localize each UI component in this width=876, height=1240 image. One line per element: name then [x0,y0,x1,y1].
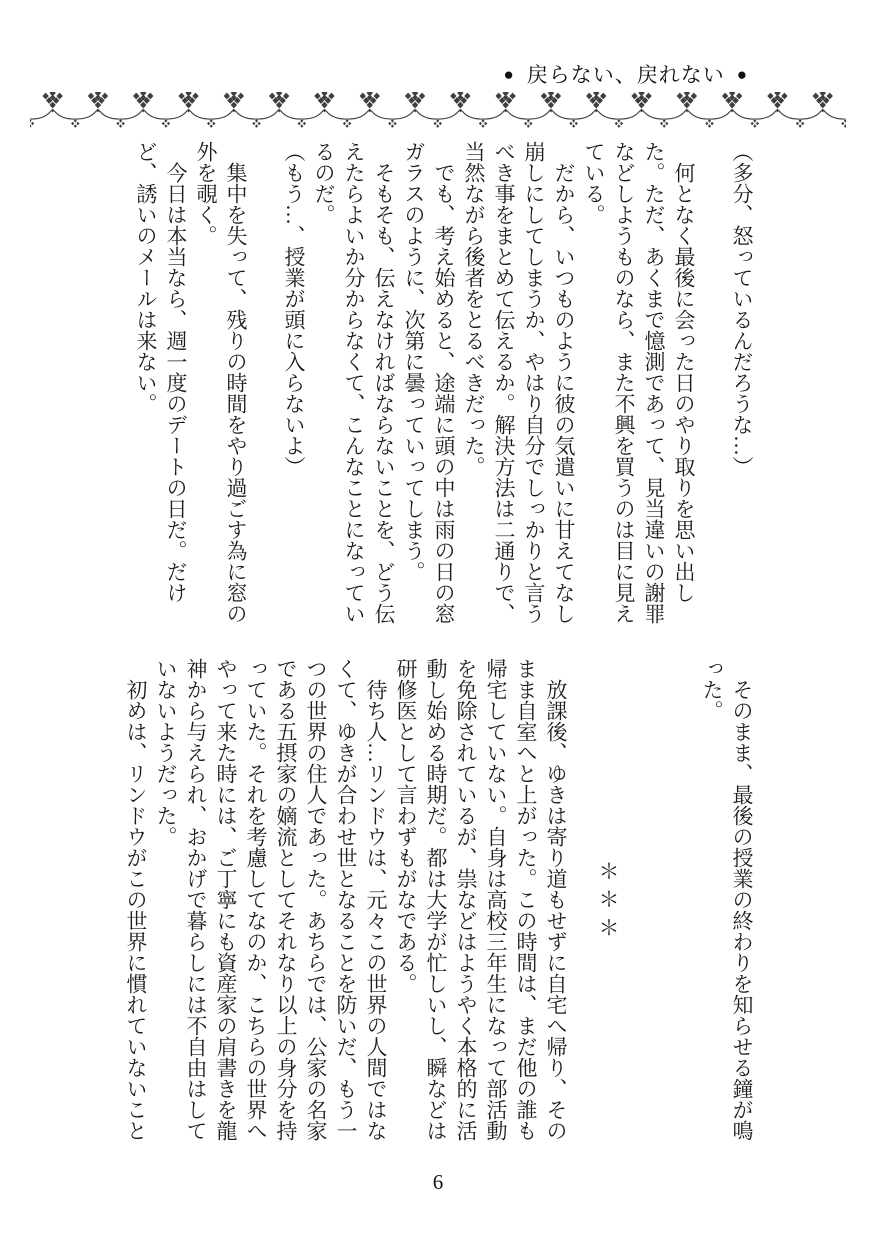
paragraph: 待ち人…リンドウは、元々この世界の人間ではなくて、ゆきが合わせ世となることを防いだ、もう一つの世界の住人であった。あちらでは、公家の名家である五摂家の嫡流としてそれなり以上の身分を持っていた。それを考慮してなのか、こちらの世界へやって来た時には、ご丁寧にも資産家の肩書きを龍神から与えられ、おかげで暮らしには不自由はしていないようだった。 [154,658,388,1141]
paragraph: 初めは、リンドウがこの世界に慣れていないこと [124,679,148,1141]
paragraph: 何となく最後に会った日のやり取りを思い出した。ただ、あくまで憶測であって、見当違いの謝罪などしようものなら、また不興を買うのは目に見えている。 [582,141,696,624]
scene-separator: ＊＊＊ [596,859,620,945]
paragraph: そのまま、最後の授業の終わりを知らせる鐘が鳴った。 [700,658,754,1141]
floral-border-ornament [30,92,846,132]
paragraph: （もう…、授業が頭に入らないよ） [282,141,306,477]
paragraph: （多分、怒っているんだろうな…） [730,141,754,477]
paragraph: 放課後、ゆきは寄り道もせずに自宅へ帰り、そのまま自室へと上がった。この時間は、まだ他の誰も帰宅していない。自身は高校三年生になって部活動を免除されているが、祟などはようやく本格的に活動し始める時期だ。都は大学が忙しいし、瞬などは研修医として言わずもがなである。 [394,658,568,1141]
page-header [491,59,760,89]
page-title: 戻らない、戻れない [526,64,725,87]
page-number: 6 [432,1170,444,1194]
paragraph: でも、考え始めると、途端に頭の中は雨の日の窓ガラスのように、次第に曇っていってしまう。 [402,141,456,624]
floral-border-svg [30,92,846,132]
header-bullet-icon: ● [503,64,515,84]
text-block-top [131,141,757,627]
text-block-bottom [121,658,757,1148]
paragraph: 集中を失って、残りの時間をやり過ごす為に窓の外を覗く。 [194,141,248,624]
paragraph: そもそも、伝えなければならないことを、どう伝えたらよいか分からなくて、こんなことになっているのだ。 [312,141,396,624]
paragraph: 今日は本当なら、週一度のデートの日だ。だけど、誘いのメールは来ない。 [134,141,188,603]
header-bullet-icon: ● [736,64,748,84]
paragraph: だから、いつものように彼の気遣いに甘えてなし崩しにしてしまうか、やはり自分でしっかりと言うべき事をまとめて伝えるか。解決方法は二通りで、当然ながら後者をとるべきだった。 [462,141,576,624]
